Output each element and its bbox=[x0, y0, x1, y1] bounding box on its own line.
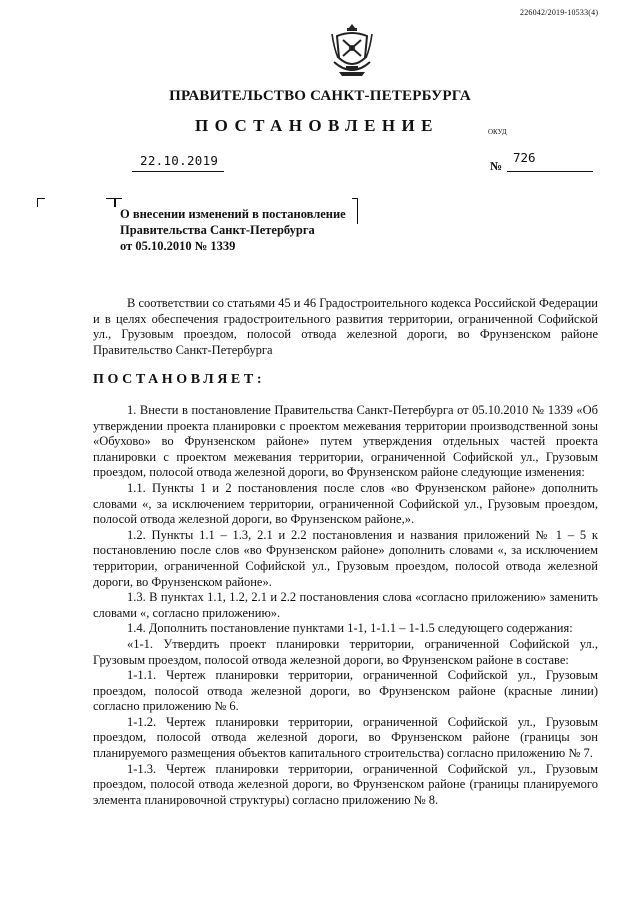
paragraph: 1-1.1. Чертеж планировки территории, ограниченной Софийской ул., Грузовым проездом, полосой отвода железной дороги, во Фрунзенском районе (красные линии) согласно приложению № 6. bbox=[93, 668, 598, 714]
resolution-body bbox=[93, 403, 598, 808]
resolves-heading: ПОСТАНОВЛЯЕТ: bbox=[93, 372, 266, 387]
paragraph: 1-1.3. Чертеж планировки территории, ограниченной Софийской ул., Грузовым проездом, полосой отвода железной дороги, во Фрунзенском районе (границы планируемого элемента планировочной структуры) согласно приложению № 8. bbox=[93, 761, 598, 807]
date-underline bbox=[132, 171, 224, 172]
field-corner-mark bbox=[106, 198, 115, 207]
paragraph: 1.2. Пункты 1.1 – 1.3, 2.1 и 2.2 постановления и названия приложений № 1 – 5 к постановлению после слов «во Фрунзенском районе» дополнить словами «, за исключением территории, ограниченной Софийской ул., Грузовым проездом, полосой отвода железной дороги, во Фрунзенском районе». bbox=[93, 527, 598, 589]
paragraph: 1-1.2. Чертеж планировки территории, ограниченной Софийской ул., Грузовым проездом, полосой отвода железной дороги, во Фрунзенском районе (границы зон планируемого размещения объектов капитального строительства) согласно приложению № 7. bbox=[93, 714, 598, 761]
number-sign: № bbox=[490, 159, 503, 173]
number-underline bbox=[507, 171, 593, 172]
coat-of-arms-emblem-icon bbox=[329, 22, 375, 80]
paragraph: «1-1. Утвердить проект планировки территории, ограниченной Софийской ул., Грузовым проездом, полосой отвода железной дороги, во Фрунзенском районе в составе: bbox=[93, 636, 598, 667]
paragraph: 1.3. В пунктах 1.1, 1.2, 2.1 и 2.2 постановления слова «согласно приложению» заменить словами «, согласно приложению». bbox=[93, 590, 598, 620]
document-registration-number: 226042/2019-10533(4) bbox=[520, 8, 599, 17]
okud-label: ОКУД bbox=[488, 128, 507, 136]
document-type-title: ПОСТАНОВЛЕНИЕ bbox=[195, 116, 439, 135]
paragraph: 1.4. Дополнить постановление пунктами 1-1, 1-1.1 – 1-1.5 следующего содержания: bbox=[127, 621, 573, 636]
subject-line: от 05.10.2010 № 1339 bbox=[120, 239, 236, 253]
preamble-block bbox=[93, 296, 598, 358]
government-title: ПРАВИТЕЛЬСТВО САНКТ-ПЕТЕРБУРГА bbox=[169, 88, 471, 104]
preamble-text: В соответствии со статьями 45 и 46 Градостроительного кодекса Российской Федерации и в целях обеспечения градостроительного развития территории, ограниченной Софийской ул., Грузовым проездом, полосой отвода железной дороги, во Фрунзенском районе Правительство Санкт-Петербурга bbox=[93, 296, 598, 357]
subject-line: Правительства Санкт-Петербурга bbox=[120, 223, 315, 237]
field-corner-mark bbox=[37, 198, 45, 207]
document-subject bbox=[120, 206, 370, 254]
paragraph: 1.1. Пункты 1 и 2 постановления после слов «во Фрунзенском районе» дополнить словами «, за исключением территории, ограниченной Софийской ул., Грузовым проездом, полосой отвода железной дороги, во Фрунзенском районе,». bbox=[93, 480, 598, 527]
subject-line: О внесении изменений в постановление bbox=[120, 207, 346, 221]
document-date: 22.10.2019 bbox=[140, 153, 219, 168]
paragraph: 1. Внести в постановление Правительства Санкт-Петербурга от 05.10.2010 № 1339 «Об утверждении проекта планировки с проектом межевания территории производственной зоны «Обухово» во Фрунзенском районе» путем утверждения отдельных частей проекта планировки с проектом межевания территории, ограниченной Софийской ул., Грузовым проездом, полосой отвода железной дороги, во Фрунзенском районе следующие изменения: bbox=[93, 403, 598, 480]
document-number: 726 bbox=[513, 150, 536, 165]
